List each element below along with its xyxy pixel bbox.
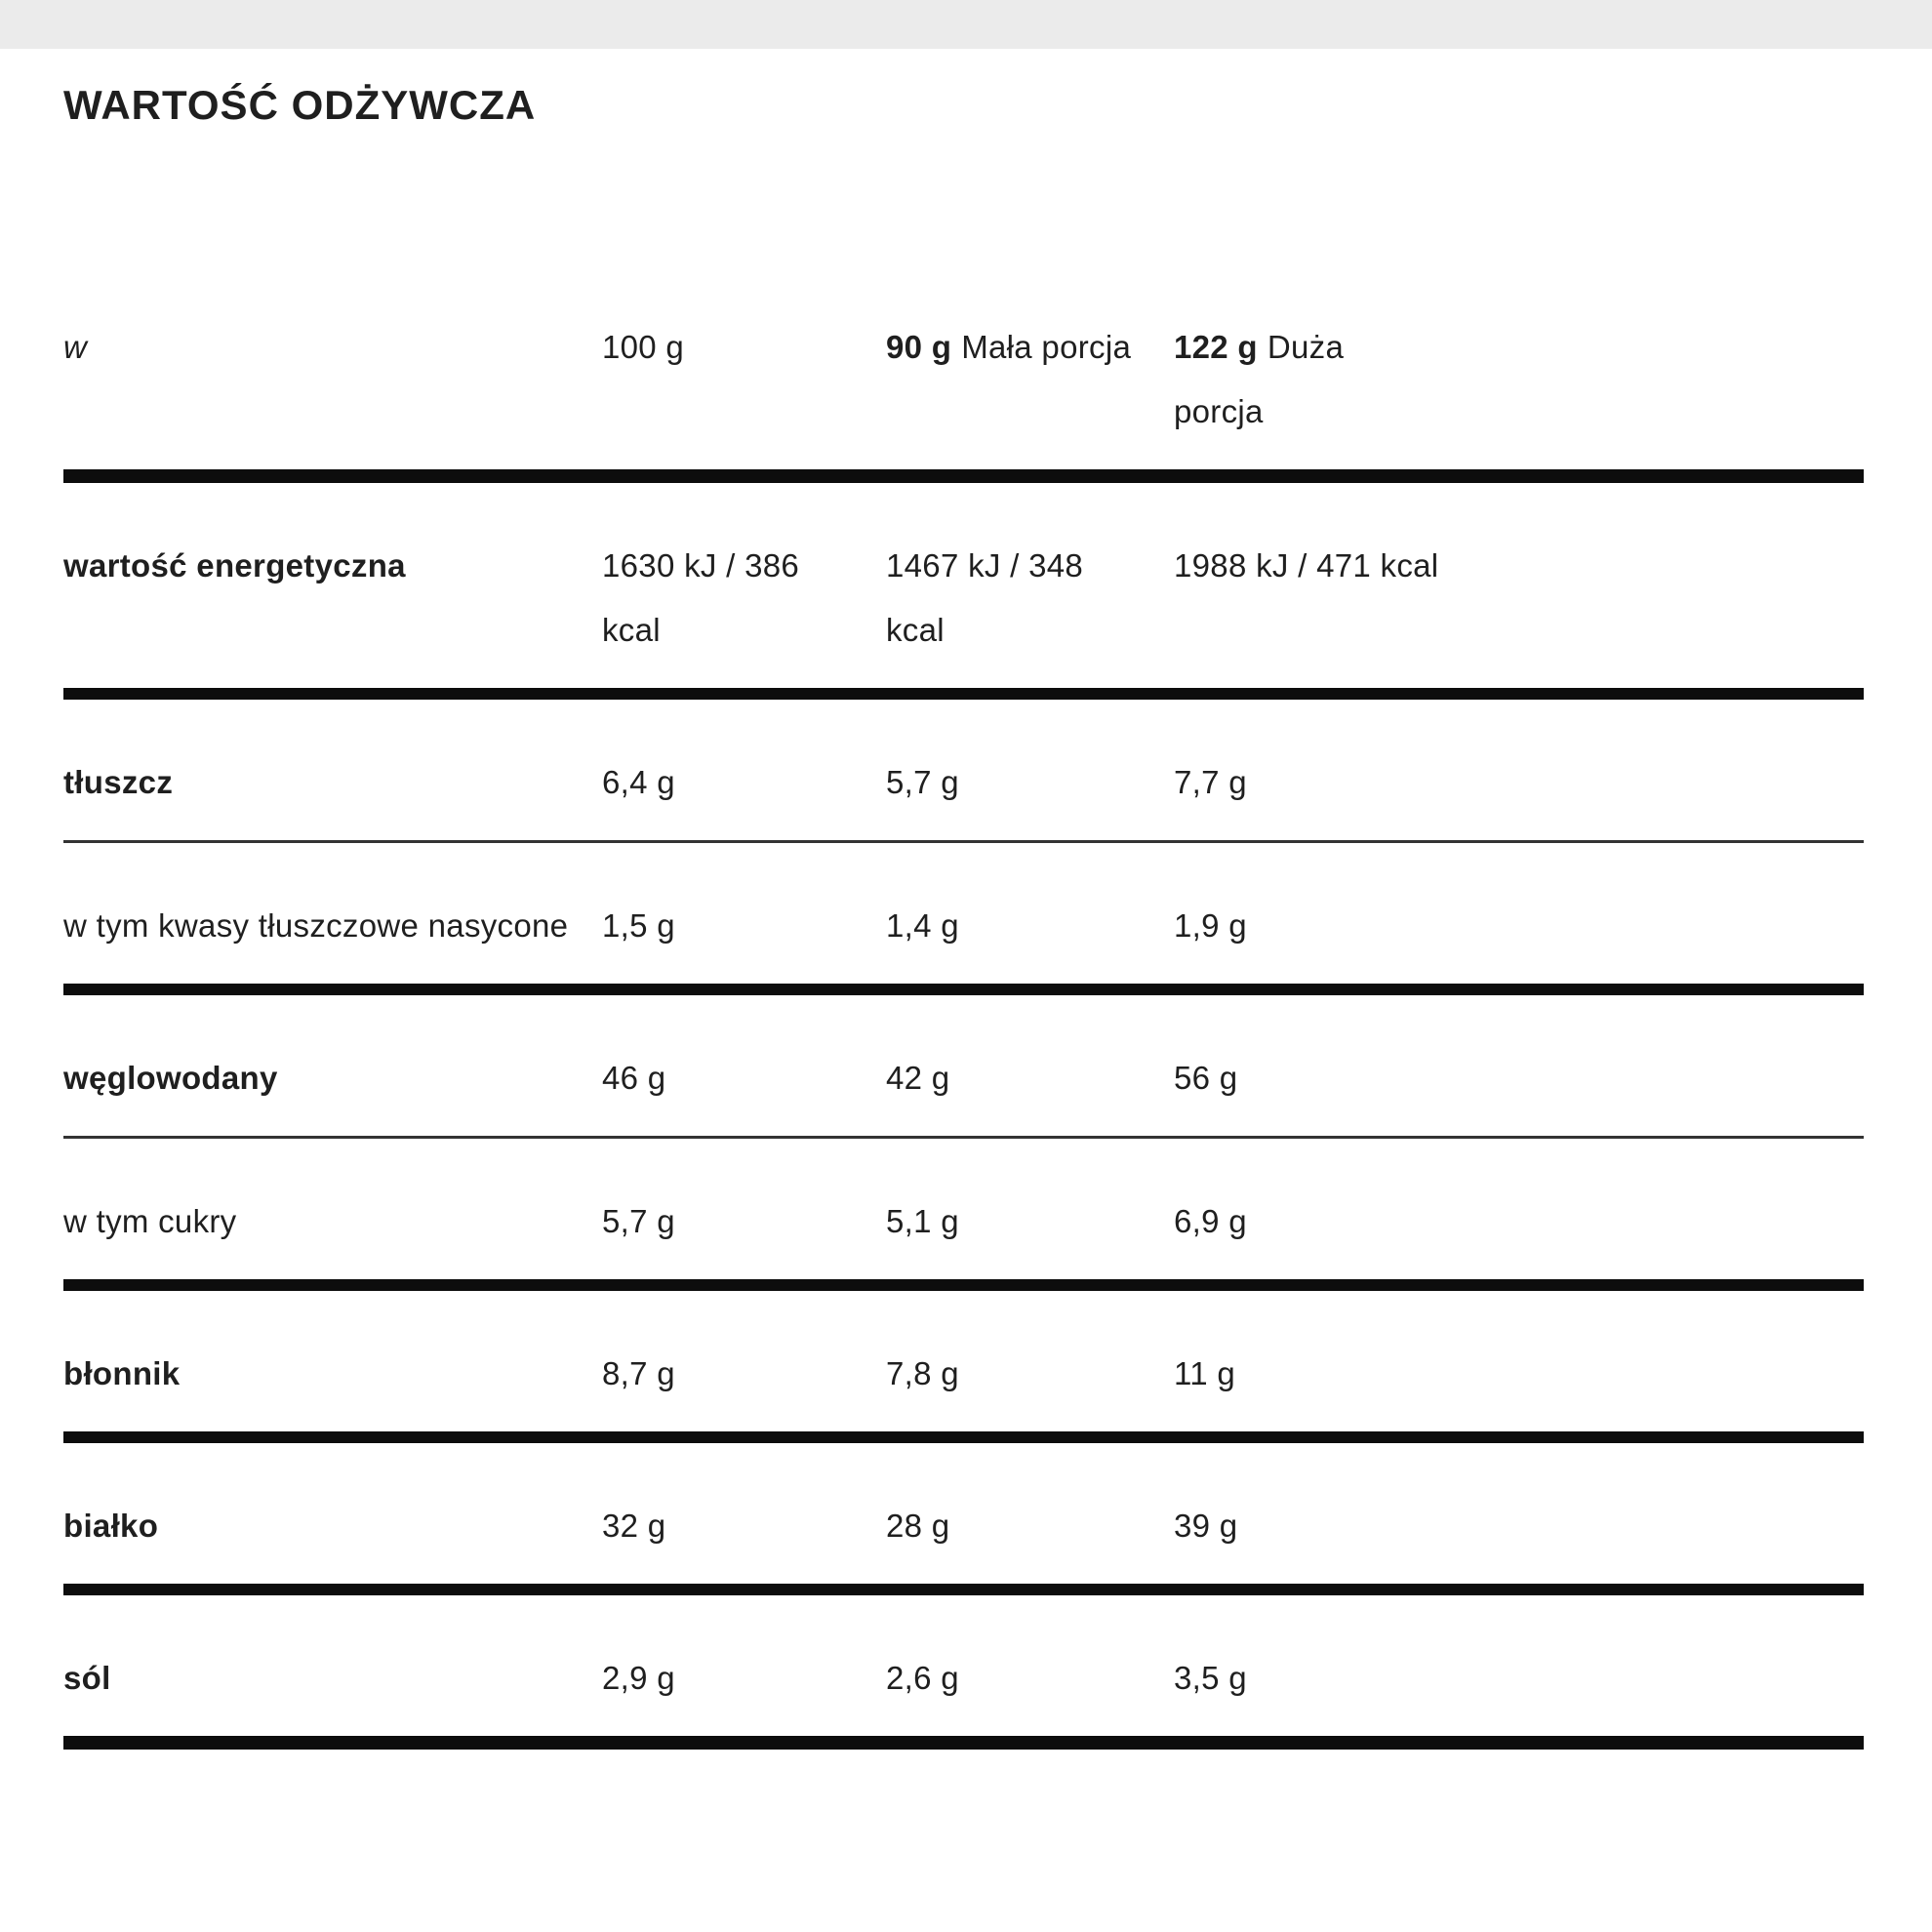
nutrient-value-per-100g: 32 g xyxy=(602,1508,666,1544)
nutrient-value-small-portion: 2,6 g xyxy=(886,1660,959,1696)
nutrient-value-per-100g: 46 g xyxy=(602,1060,666,1096)
serving-amount: 100 g xyxy=(602,329,685,365)
nutrient-value-large-portion: 6,9 g xyxy=(1174,1203,1247,1239)
nutrient-value-small-portion: 7,8 g xyxy=(886,1355,959,1391)
nutrient-label: w tym cukry xyxy=(63,1203,237,1239)
serving-label: Duża porcja xyxy=(1174,329,1345,429)
serving-label: Mała porcja xyxy=(961,329,1132,365)
header-serving-cell xyxy=(1174,315,1418,444)
nutrient-value-per-100g: 1630 kJ / 386 kcal xyxy=(602,547,800,648)
nutrient-value-per-100g: 8,7 g xyxy=(602,1355,675,1391)
nutrient-label: sól xyxy=(63,1660,111,1696)
nutrient-value-large-portion: 1988 kJ / 471 kcal xyxy=(1174,547,1439,584)
table-row xyxy=(63,700,1864,843)
nutrient-value-per-100g: 5,7 g xyxy=(602,1203,675,1239)
nutrient-value-per-100g: 1,5 g xyxy=(602,907,675,944)
nutrient-label: błonnik xyxy=(63,1355,181,1391)
nutrient-value-small-portion: 1467 kJ / 348 kcal xyxy=(886,547,1084,648)
nutrition-table-card xyxy=(0,49,1932,1932)
header-serving-prefix: w xyxy=(63,329,88,365)
nutrient-value-large-portion: 11 g xyxy=(1174,1355,1235,1391)
nutrient-label: wartość energetyczna xyxy=(63,547,406,584)
nutrient-value-small-portion: 28 g xyxy=(886,1508,950,1544)
page-top-edge xyxy=(0,0,1932,49)
nutrient-label: węglowodany xyxy=(63,1060,278,1096)
table-row xyxy=(63,1443,1864,1595)
table-row xyxy=(63,1595,1864,1750)
table-row xyxy=(63,1139,1864,1291)
table-row xyxy=(63,483,1864,700)
table-body xyxy=(63,483,1864,1750)
nutrient-value-small-portion: 1,4 g xyxy=(886,907,959,944)
header-serving-cell xyxy=(602,315,886,380)
nutrient-value-large-portion: 3,5 g xyxy=(1174,1660,1247,1696)
nutrient-label: białko xyxy=(63,1508,159,1544)
nutrient-value-per-100g: 2,9 g xyxy=(602,1660,675,1696)
serving-amount: 122 g xyxy=(1174,329,1258,365)
table-header-row xyxy=(63,315,1864,483)
nutrient-value-large-portion: 39 g xyxy=(1174,1508,1238,1544)
nutrient-value-small-portion: 5,1 g xyxy=(886,1203,959,1239)
nutrient-label: w tym kwasy tłuszczowe nasycone xyxy=(63,907,569,944)
table-row xyxy=(63,843,1864,995)
page-title: WARTOŚĆ ODŻYWCZA xyxy=(63,82,537,128)
nutrient-value-per-100g: 6,4 g xyxy=(602,764,675,800)
table-row xyxy=(63,995,1864,1139)
nutrient-value-large-portion: 1,9 g xyxy=(1174,907,1247,944)
nutrient-value-small-portion: 42 g xyxy=(886,1060,950,1096)
table-row xyxy=(63,1291,1864,1443)
nutrient-label: tłuszcz xyxy=(63,764,174,800)
serving-amount: 90 g xyxy=(886,329,952,365)
nutrient-value-small-portion: 5,7 g xyxy=(886,764,959,800)
header-serving-cell xyxy=(886,315,1174,380)
nutrient-value-large-portion: 56 g xyxy=(1174,1060,1238,1096)
nutrient-value-large-portion: 7,7 g xyxy=(1174,764,1247,800)
